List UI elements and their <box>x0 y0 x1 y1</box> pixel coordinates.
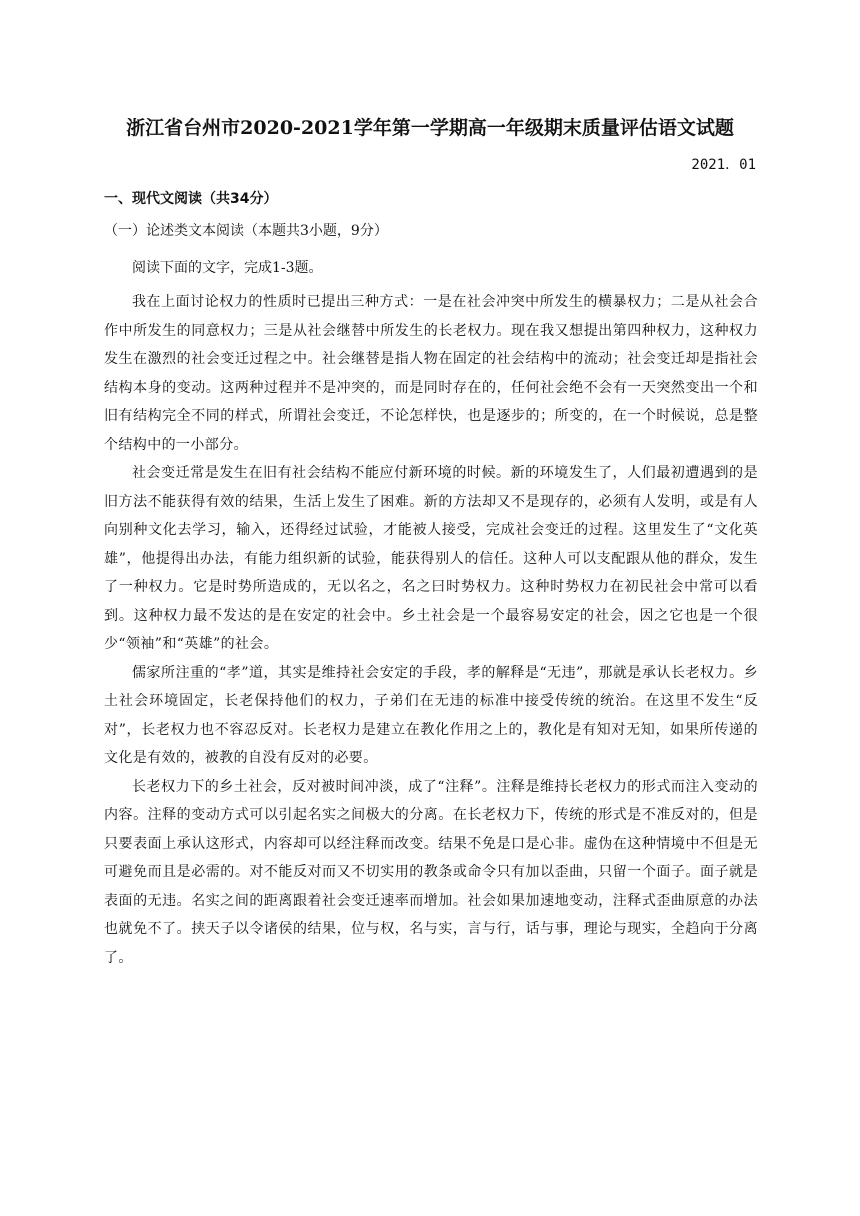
paragraph-3: 儒家所注重的“孝”道，其实是维持社会安定的手段，孝的解释是“无违”，那就是承认长老权力。乡土社会环境固定，长老保持他们的权力，子弟们在无违的标准中接受传统的统治。在这里不发生“反对”，长老权力也不容忍反对。长老权力是建立在教化作用之上的，教化是有知对无知，如果所传递的文化是有效的，被教的自没有反对的必要。 <box>104 664 758 766</box>
reading-instruction: 阅读下面的文字，完成1-3题。 <box>132 260 323 276</box>
paragraph-4: 长老权力下的乡土社会，反对被时间冲淡，成了“注释”。注释是维持长老权力的形式而注入变动的内容。注释的变动方式可以引起名实之间极大的分离。在长老权力下，传统的形式是不准反对的，但是只要表面上承认这形式，内容却可以经注释而改变。结果不免是口是心非。虚伪在这种情境中不但是无可避免而且是必需的。对不能反对而又不切实用的教条或命令只有加以歪曲，只留一个面子。面子就是表面的无违。名实之间的距离跟着社会变迁速率而增加。社会如果加速地变动，注释式歪曲原意的办法也就免不了。挟天子以令诸侯的结果，位与权，名与实，言与行，话与事，理论与现实，全趋向于分离了。 <box>104 778 758 966</box>
paragraph-2: 社会变迁常是发生在旧有社会结构不能应付新环境的时候。新的环境发生了，人们最初遭遇到的是旧方法不能获得有效的结果，生活上发生了困难。新的方法却又不是现存的，必须有人发明，或是有人向别种文化去学习，输入，还得经过试验，才能被人接受，完成社会变迁的过程。这里发生了“文化英雄”，他提得出办法，有能力组织新的试验，能获得别人的信任。这种人可以支配跟从他的群众，发生了一种权力。它是时势所造成的，无以名之，名之曰时势权力。这种时势权力在初民社会中常可以看到。这种权力最不发达的是在安定的社会中。乡土社会是一个最容易安定的社会，因之它也是一个很少“领袖”和“英雄”的社会。 <box>104 465 758 652</box>
passage-body <box>104 288 758 972</box>
document-date: 2021．01 <box>691 157 756 173</box>
document-title: 浙江省台州市2020-2021学年第一学期高一年级期末质量评估语文试题 <box>126 117 734 139</box>
section-heading: 一、现代文阅读（共34分） <box>104 191 278 207</box>
sub-heading: （一）论述类文本阅读（本题共3小题，9分） <box>104 223 388 239</box>
paragraph-1: 我在上面讨论权力的性质时已提出三种方式：一是在社会冲突中所发生的横暴权力；二是从社会合作中所发生的同意权力；三是从社会继替中所发生的长老权力。现在我又想提出第四种权力，这种权力发生在激烈的社会变迁过程之中。社会继替是指人物在固定的社会结构中的流动；社会变迁却是指社会结构本身的变动。这两种过程并不是冲突的，而是同时存在的，任何社会绝不会有一天突然变出一个和旧有结构完全不同的样式，所谓社会变迁，不论怎样快，也是逐步的；所变的，在一个时候说，总是整个结构中的一小部分。 <box>104 294 758 453</box>
